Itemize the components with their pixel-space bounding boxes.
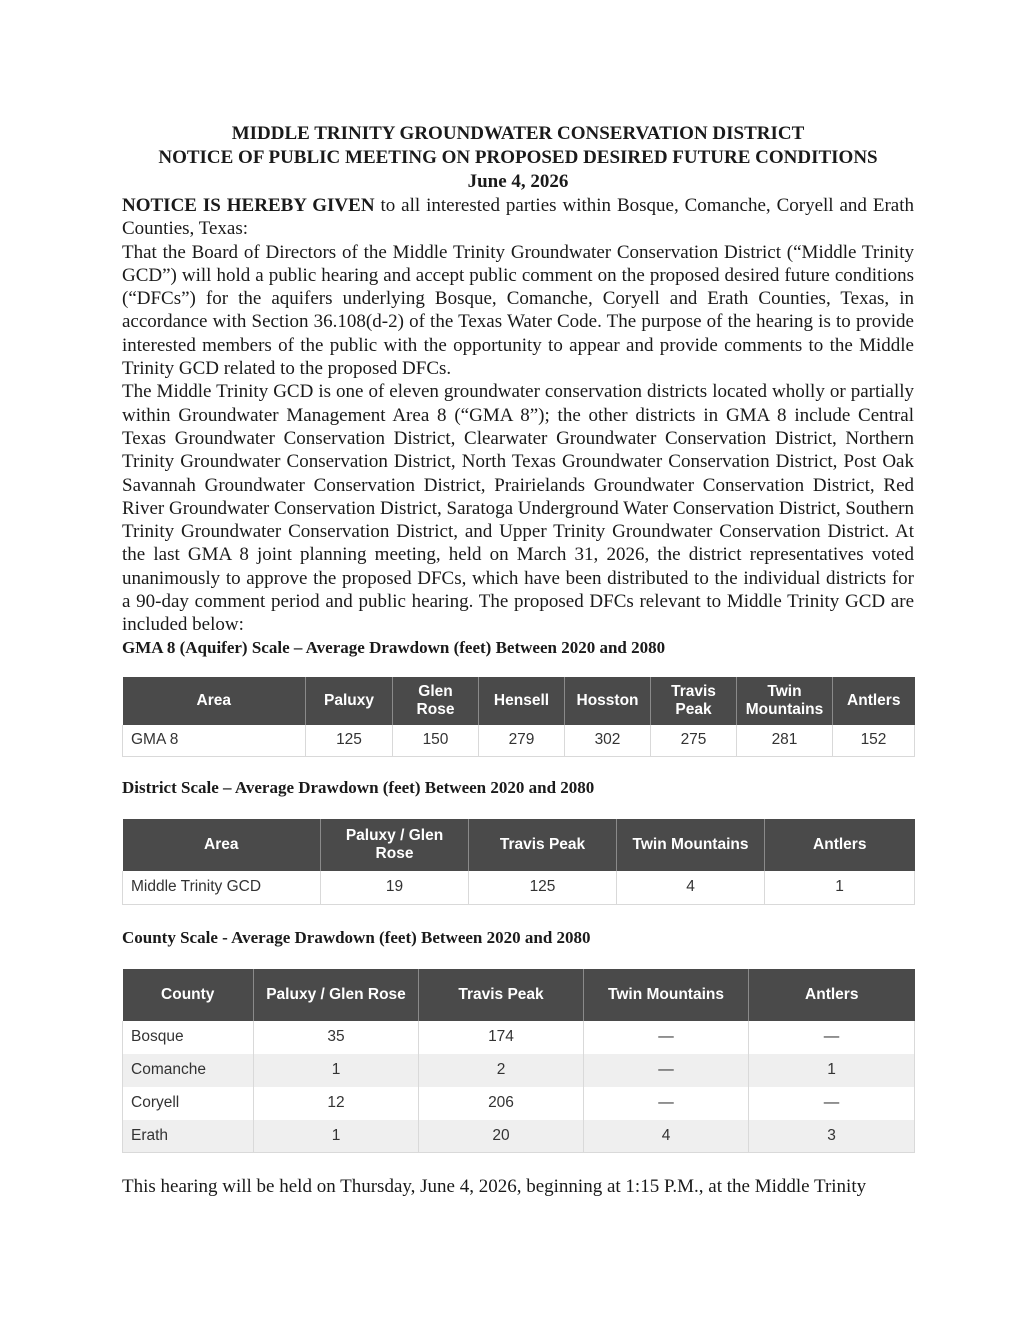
column-header: Hosston: [565, 677, 651, 725]
table-row: [123, 871, 915, 904]
table-caption-county: County Scale - Average Drawdown (feet) Between 2020 and 2080: [122, 927, 591, 947]
table-caption-district: District Scale – Average Drawdown (feet) Between 2020 and 2080: [122, 778, 595, 798]
table-cell: 1: [254, 1054, 419, 1087]
column-header: Area: [123, 819, 321, 871]
notice-paragraph: [122, 194, 914, 241]
district-scale-table: [122, 819, 915, 905]
column-header: Travis Peak: [469, 819, 617, 871]
table-cell: —: [584, 1087, 749, 1120]
county-scale-table: [122, 969, 915, 1154]
column-header: Twin Mountains: [617, 819, 765, 871]
column-header: County: [123, 969, 254, 1021]
table-cell: GMA 8: [123, 725, 306, 757]
table-cell: 1: [254, 1120, 419, 1153]
column-header: Travis Peak: [419, 969, 584, 1021]
table-cell: 152: [833, 725, 915, 757]
table-cell: 4: [617, 871, 765, 904]
table-cell: 12: [254, 1087, 419, 1120]
column-header: Antlers: [749, 969, 915, 1021]
document-title-line-1: MIDDLE TRINITY GROUNDWATER CONSERVATION DISTRICT: [231, 123, 805, 144]
table-cell: —: [584, 1054, 749, 1087]
table-header-row: [123, 969, 915, 1021]
table-cell: 302: [565, 725, 651, 757]
table-cell: —: [749, 1021, 915, 1054]
column-header: Travis Peak: [651, 677, 737, 725]
hearing-purpose-paragraph: That the Board of Directors of the Middle Trinity Groundwater Conservation District (“Middle Trinity GCD”) will hold a public hearing and accept public comment on the proposed desired future conditions (“DFCs”) for the aquifers underlying Bosque, Comanche, Coryell and Erath Counties, Texas, in accordance with Section 36.108(d-2) of the Texas Water Code. The purpose of the hearing is to provide interested members of the public with the opportunity to appear and provide comments to the Middle Trinity GCD related to the proposed DFCs.: [122, 241, 914, 380]
table-cell: 206: [419, 1087, 584, 1120]
table-row: [123, 1120, 915, 1153]
notice-document: [122, 122, 914, 1198]
column-header: Antlers: [833, 677, 915, 725]
column-header: Twin Mountains: [584, 969, 749, 1021]
column-header: Paluxy / Glen Rose: [254, 969, 419, 1021]
notice-rest: to all interested parties within Bosque, Comanche, Coryell and Erath Counties, Texas:: [122, 195, 914, 240]
table-row: [123, 1021, 915, 1054]
table-cell: Bosque: [123, 1021, 254, 1054]
table-cell: Middle Trinity GCD: [123, 871, 321, 904]
gma8-scale-table: [122, 677, 915, 758]
table-cell: Erath: [123, 1120, 254, 1153]
table-cell: 279: [479, 725, 565, 757]
table-row: [123, 1054, 915, 1087]
column-header: Antlers: [765, 819, 915, 871]
table-cell: 174: [419, 1021, 584, 1054]
table-row: [123, 725, 915, 757]
column-header: Glen Rose: [393, 677, 479, 725]
hearing-time-paragraph: This hearing will be held on Thursday, June 4, 2026, beginning at 1:15 P.M., at the Middle Trinity: [122, 1176, 867, 1198]
column-header: Paluxy: [306, 677, 393, 725]
table-cell: Comanche: [123, 1054, 254, 1087]
column-header: Hensell: [479, 677, 565, 725]
table-cell: 20: [419, 1120, 584, 1153]
notice-lead: NOTICE IS HEREBY GIVEN: [122, 195, 375, 216]
document-date: June 4, 2026: [467, 171, 569, 192]
table-cell: 1: [765, 871, 915, 904]
gma8-districts-paragraph: The Middle Trinity GCD is one of eleven groundwater conservation districts located wholly or partially within Groundwater Management Area 8 (“GMA 8”); the other districts in GMA 8 include Central Texas Groundwater Conservation District, Clearwater Groundwater Conservation District, Northern Trinity Groundwater Conservation District, North Texas Groundwater Conservation District, Post Oak Savannah Groundwater Conservation District, Prairielands Groundwater Conservation District, Red River Groundwater Conservation District, Saratoga Underground Water Conservation District, Southern Trinity Groundwater Conservation District, and Upper Trinity Groundwater Conservation District. At the last GMA 8 joint planning meeting, held on March 31, 2026, the district representatives voted unanimously to approve the proposed DFCs, which have been distributed to the individual districts for a 90-day comment period and public hearing. The proposed DFCs relevant to Middle Trinity GCD are included below:: [122, 381, 914, 636]
column-header: Twin Mountains: [737, 677, 833, 725]
table-cell: 125: [469, 871, 617, 904]
column-header: Area: [123, 677, 306, 725]
table-cell: 2: [419, 1054, 584, 1087]
column-header: Paluxy / Glen Rose: [321, 819, 469, 871]
table-cell: Coryell: [123, 1087, 254, 1120]
table-cell: 4: [584, 1120, 749, 1153]
table-cell: 275: [651, 725, 737, 757]
table-cell: 19: [321, 871, 469, 904]
table-header-row: [123, 677, 915, 725]
table-cell: —: [749, 1087, 915, 1120]
table-caption-gma8: GMA 8 (Aquifer) Scale – Average Drawdown (feet) Between 2020 and 2080: [122, 637, 666, 657]
table-cell: 35: [254, 1021, 419, 1054]
table-cell: 281: [737, 725, 833, 757]
table-cell: 3: [749, 1120, 915, 1153]
table-header-row: [123, 819, 915, 871]
table-row: [123, 1087, 915, 1120]
table-cell: 125: [306, 725, 393, 757]
table-cell: 1: [749, 1054, 915, 1087]
document-title-line-2: NOTICE OF PUBLIC MEETING ON PROPOSED DESIRED FUTURE CONDITIONS: [158, 147, 878, 168]
table-cell: —: [584, 1021, 749, 1054]
table-cell: 150: [393, 725, 479, 757]
